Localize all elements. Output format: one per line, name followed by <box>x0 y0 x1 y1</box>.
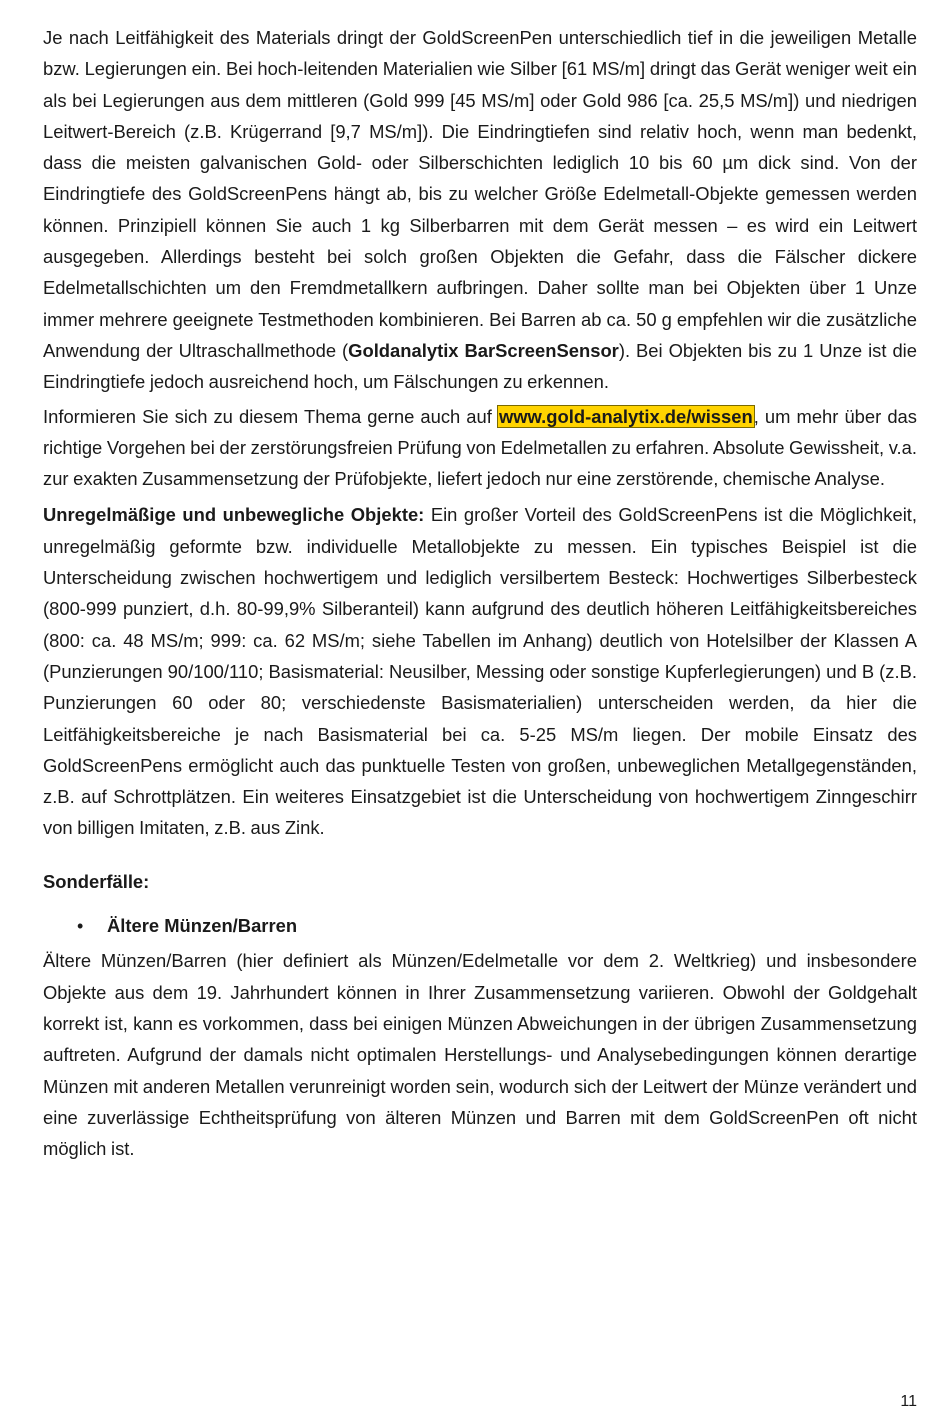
page-number: 11 <box>900 1393 917 1410</box>
product-name-barscreensensor: Goldanalytix BarScreenSensor <box>348 339 619 361</box>
paragraph-text: Informieren Sie sich zu diesem Thema gerne auch auf <box>43 405 498 427</box>
paragraph-text: Je nach Leitfähigkeit des Materials dringt der GoldScreenPen unterschiedlich tief in die jeweiligen Metalle bzw. Legierungen ein. Bei hoch-leitenden Materialien wie Silber [61 MS/m] dringt das Gerät weniger weit ein als bei Legierungen aus dem mittleren (Gold 999 [45 MS/m] oder Gold 986 [ca. 25,5 MS/m]) und niedrigen Leitwert-Bereich (z.B. Krügerrand [9,7 MS/m]). Die Eindringtiefen sind relativ hoch, wenn man bedenkt, dass die meisten galvanischen Gold- oder Silberschichten lediglich 10 bis 60 µm dick sind. Von der Eindringtiefe des GoldScreenPens hängt ab, bis zu welcher Größe Edelmetall-Objekte gemessen werden können. Prinzipiell können Sie auch 1 kg Silberbarren mit dem Gerät messen – es wird ein Leitwert ausgegeben. Allerdings besteht bei solch großen Objekten die Gefahr, dass die Fälscher dickere Edelmetallschichten um den Fremdmetallkern aufbringen. Daher sollte man bei Objekten über 1 Unze immer mehrere geeignete Testmethoden kombinieren. Bei Barren ab ca. 50 g empfehlen wir die zusätzliche Anwendung der Ultraschallmethode ( <box>43 27 917 361</box>
paragraph-older-coins: Ältere Münzen/Barren (hier definiert als Münzen/Edelmetalle vor dem 2. Weltkrieg) und insbesondere Objekte aus dem 19. Jahrhundert können in Ihrer Zusammensetzung variieren. Obwohl der Goldgehalt korrekt ist, kann es vorkommen, dass bei einigen Münzen Abweichungen in der übrigen Zusammensetzung auftreten. Aufgrund der damals nicht optimalen Herstellungs- und Analysebedingungen können derartige Münzen mit anderen Metallen verunreinigt worden sein, wodurch sich der Leitwert der Münze verändert und eine zuverlässige Echtheitsprüfung von älteren Münzen und Barren mit dem GoldScreenPen oft nicht möglich ist. <box>43 950 917 1160</box>
paragraph-irregular-objects <box>43 499 917 843</box>
bullet-icon: • <box>77 916 84 937</box>
paragraph-text: , um mehr über das richtige Vorgehen bei der zerstörungsfreien Prüfung von Edelmetallen zu erfahren. Absolute Gewissheit, v.a. zur exakten Zusammensetzung der Prüfobjekte, liefert jedoch nur eine zerstörende, chemische Analyse. <box>43 405 917 490</box>
paragraph-info-link <box>43 401 917 495</box>
paragraph-penetration-depth <box>43 22 917 398</box>
section-label-irregular-objects: Unregelmäßige und unbewegliche Objekte: <box>43 504 425 526</box>
paragraph-text: Ein großer Vorteil des GoldScreenPens ist die Möglichkeit, unregelmäßig geformte bzw. individuelle Metallobjekte zu messen. Ein typisches Beispiel ist die Unterscheidung zwischen hochwertigem und lediglich versilbertem Besteck: Hochwertiges Silberbesteck (800-999 punziert, d.h. 80-99,9% Silberanteil) kann aufgrund des deutlich höheren Leitfähigkeitsbereiches (800: ca. 48 MS/m; 999: ca. 62 MS/m; siehe Tabellen im Anhang) deutlich von Hotelsilber der Klassen A (Punzierungen 90/100/110; Basismaterial: Neusilber, Messing oder sonstige Kupferlegierungen) und B (z.B. Punzierungen 60 oder 80; verschiedenste Basismaterialien) unterscheiden werden, da hier die Leitfähigkeitsbereiche je nach Basismaterial bei ca. 5-25 MS/m liegen. Der mobile Einsatz des GoldScreenPens ermöglicht auch das punktuelle Testen von großen, unbeweglichen Metallgegenständen, z.B. auf Schrottplätzen. Ein weiteres Einsatzgebiet ist die Unterscheidung von hochwertigem Zinngeschirr von billigen Imitaten, z.B. aus Zink. <box>43 504 917 839</box>
bullet-item-older-coins <box>43 910 917 942</box>
special-cases-heading: Sonderfälle: <box>43 870 150 892</box>
wissen-link[interactable]: www.gold-analytix.de/wissen <box>498 405 753 427</box>
paragraph-text: ). Bei Objekten bis zu 1 Unze ist die Eindringtiefe jedoch ausreichend hoch, um Fälschungen zu erkennen. <box>43 339 917 393</box>
document-page <box>43 22 917 1164</box>
bullet-label: Ältere Münzen/Barren <box>107 915 298 937</box>
